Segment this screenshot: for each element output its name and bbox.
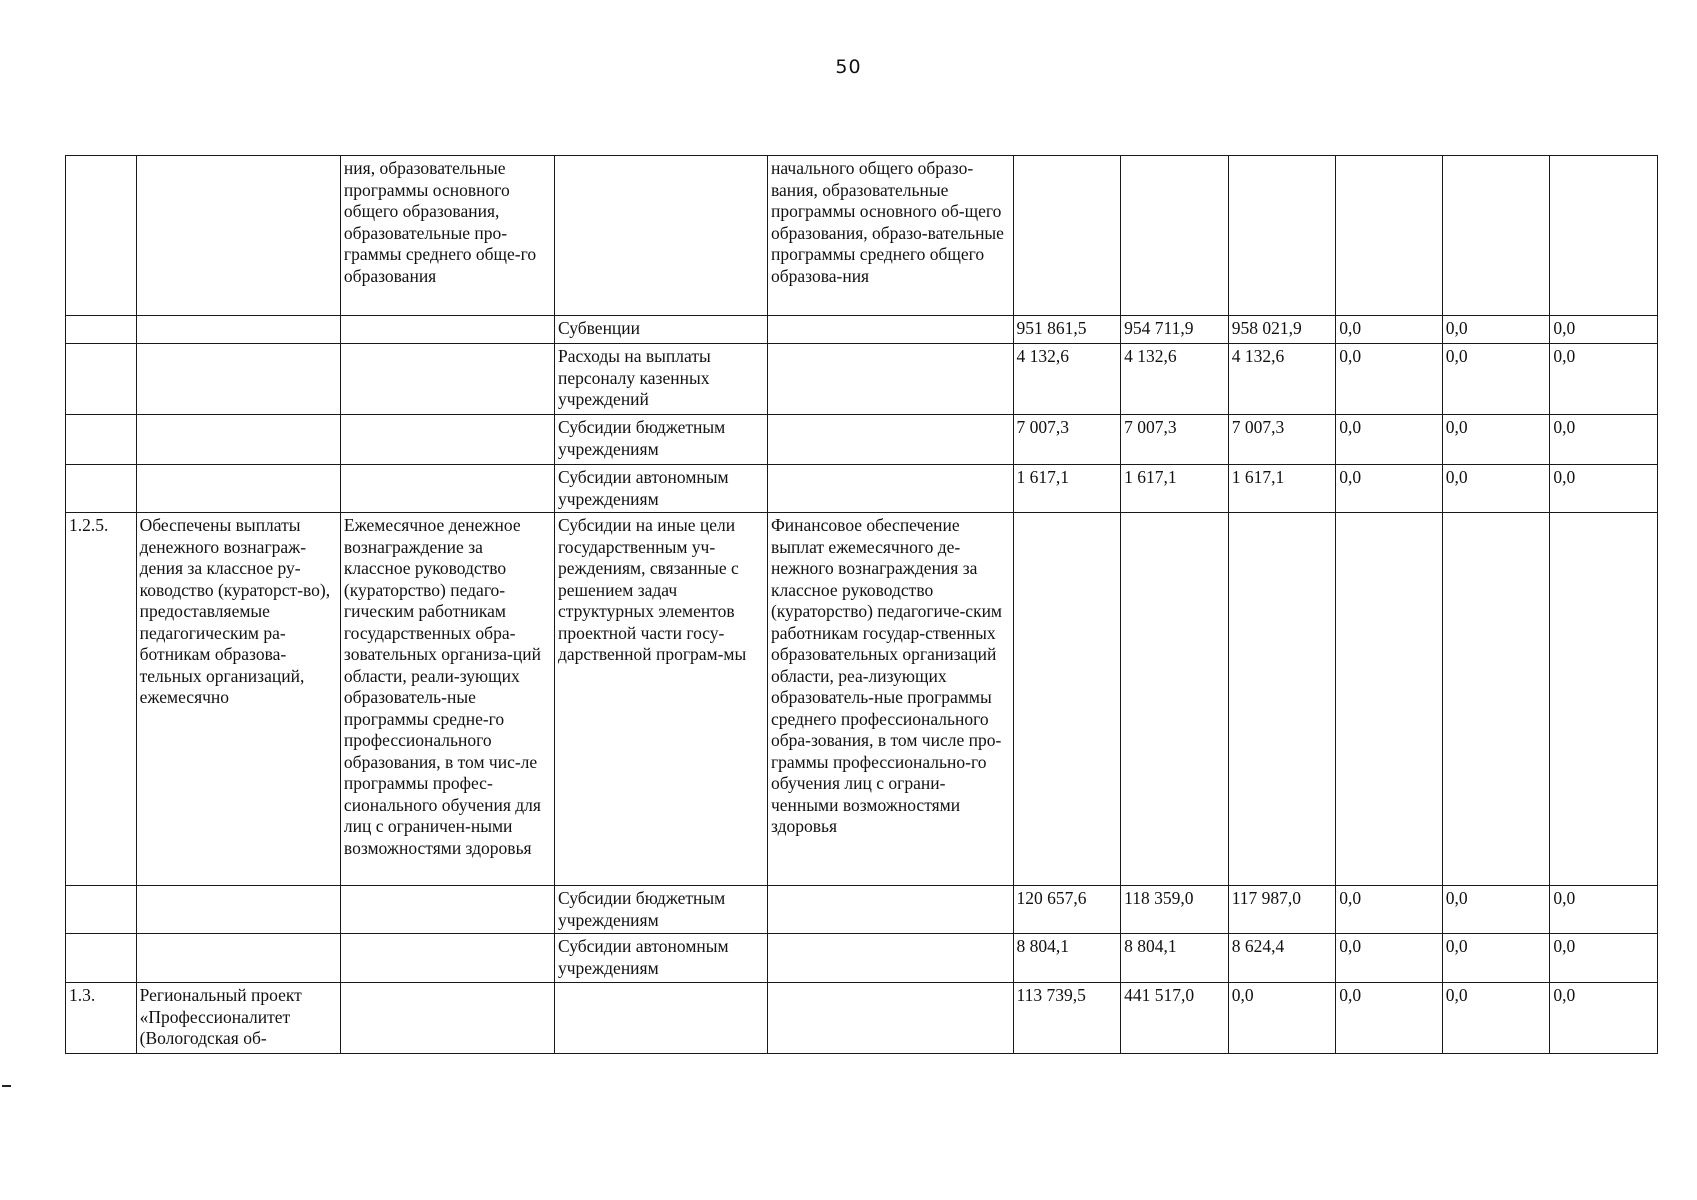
value-2025-cell: 4 132,6 [1013, 344, 1121, 415]
table-row [66, 886, 1658, 934]
direction-cell [767, 934, 1013, 983]
value-2026-cell: 1 617,1 [1121, 465, 1229, 513]
value-2026-cell: 118 359,0 [1121, 886, 1229, 934]
value-2029-cell: 0,0 [1442, 983, 1550, 1054]
direction-cell [767, 983, 1013, 1054]
measure-cell [340, 316, 554, 344]
direction-cell [767, 465, 1013, 513]
row-number-cell [66, 934, 137, 983]
value-2027-cell [1228, 513, 1336, 886]
value-2027-cell: 4 132,6 [1228, 344, 1336, 415]
measure-cell [340, 934, 554, 983]
value-2028-cell: 0,0 [1336, 344, 1442, 415]
value-2026-cell: 441 517,0 [1121, 983, 1229, 1054]
value-2025-cell [1013, 513, 1121, 886]
measure-cell [340, 344, 554, 415]
value-2030-cell: 0,0 [1550, 983, 1658, 1054]
value-2028-cell: 0,0 [1336, 316, 1442, 344]
table-body [66, 156, 1658, 1054]
value-2026-cell [1121, 513, 1229, 886]
result-name-cell [136, 344, 340, 415]
table-row [66, 513, 1658, 886]
measure-cell: Ежемесячное денежное вознаграждение за классное руководство (кураторство) педаго-гическим работникам государственных обра-зовательных организа-ций области, реали-зующих образователь-ные программы средне-го профессионального образования, в том чис-ле программы профес-сионального обучения для лиц с ограничен-ными возможностями здоровья [340, 513, 554, 886]
result-name-cell [136, 934, 340, 983]
row-number-cell [66, 156, 137, 316]
value-2027-cell: 0,0 [1228, 983, 1336, 1054]
value-2025-cell: 951 861,5 [1013, 316, 1121, 344]
expense-type-cell: Субсидии автономным учреждениям [554, 934, 767, 983]
measure-cell [340, 465, 554, 513]
row-number-cell: 1.3. [66, 983, 137, 1054]
table-row [66, 983, 1658, 1054]
measure-cell: ния, образовательные программы основного общего образования, образовательные про-граммы среднего обще-го образования [340, 156, 554, 316]
value-2030-cell: 0,0 [1550, 415, 1658, 465]
direction-cell: Финансовое обеспечение выплат ежемесячного де-нежного вознаграждения за классное руководство (кураторство) педагогиче-ским работникам государ-ственных образовательных организаций области, реа-лизующих образователь-ные программы среднего профессионального обра-зования, в том числе про-граммы профессионально-го обучения лиц с ограни-ченными возможностями здоровья [767, 513, 1013, 886]
value-2025-cell [1013, 156, 1121, 316]
value-2026-cell: 954 711,9 [1121, 316, 1229, 344]
value-2026-cell: 8 804,1 [1121, 934, 1229, 983]
expense-type-cell: Субсидии бюджетным учреждениям [554, 415, 767, 465]
table-row [66, 465, 1658, 513]
value-2028-cell: 0,0 [1336, 465, 1442, 513]
value-2028-cell [1336, 513, 1442, 886]
expense-type-cell: Субвенции [554, 316, 767, 344]
direction-cell [767, 886, 1013, 934]
value-2027-cell: 117 987,0 [1228, 886, 1336, 934]
table-row [66, 316, 1658, 344]
value-2026-cell: 7 007,3 [1121, 415, 1229, 465]
row-number-cell [66, 344, 137, 415]
value-2026-cell: 4 132,6 [1121, 344, 1229, 415]
value-2025-cell: 8 804,1 [1013, 934, 1121, 983]
expense-type-cell: Расходы на выплаты персоналу казенных учреждений [554, 344, 767, 415]
table-row [66, 156, 1658, 316]
page-number: 50 [835, 56, 862, 78]
value-2030-cell [1550, 513, 1658, 886]
row-number-cell [66, 465, 137, 513]
direction-cell [767, 316, 1013, 344]
value-2029-cell: 0,0 [1442, 886, 1550, 934]
value-2029-cell: 0,0 [1442, 934, 1550, 983]
value-2027-cell: 1 617,1 [1228, 465, 1336, 513]
value-2027-cell: 8 624,4 [1228, 934, 1336, 983]
measure-cell [340, 415, 554, 465]
value-2029-cell: 0,0 [1442, 415, 1550, 465]
budget-table [65, 155, 1658, 1054]
value-2025-cell: 113 739,5 [1013, 983, 1121, 1054]
value-2025-cell: 1 617,1 [1013, 465, 1121, 513]
value-2030-cell: 0,0 [1550, 934, 1658, 983]
row-number-cell [66, 886, 137, 934]
result-name-cell [136, 886, 340, 934]
value-2029-cell: 0,0 [1442, 316, 1550, 344]
expense-type-cell [554, 983, 767, 1054]
margin-mark [2, 1085, 11, 1087]
result-name-cell [136, 156, 340, 316]
expense-type-cell: Субсидии автономным учреждениям [554, 465, 767, 513]
value-2029-cell: 0,0 [1442, 465, 1550, 513]
direction-cell [767, 415, 1013, 465]
result-name-cell: Обеспечены выплаты денежного вознаграж-дения за классное ру-ководство (кураторст-во), предоставляемые педагогическим ра-ботникам образова-тельных организаций, ежемесячно [136, 513, 340, 886]
value-2025-cell: 120 657,6 [1013, 886, 1121, 934]
value-2025-cell: 7 007,3 [1013, 415, 1121, 465]
expense-type-cell: Субсидии бюджетным учреждениям [554, 886, 767, 934]
measure-cell [340, 983, 554, 1054]
result-name-cell [136, 415, 340, 465]
measure-cell [340, 886, 554, 934]
direction-cell [767, 344, 1013, 415]
row-number-cell [66, 415, 137, 465]
row-number-cell [66, 316, 137, 344]
value-2027-cell: 958 021,9 [1228, 316, 1336, 344]
result-name-cell [136, 316, 340, 344]
expense-type-cell [554, 156, 767, 316]
direction-cell: начального общего образо-вания, образовательные программы основного об-щего образования, образо-вательные программы среднего общего образова-ния [767, 156, 1013, 316]
value-2030-cell [1550, 156, 1658, 316]
value-2029-cell: 0,0 [1442, 344, 1550, 415]
value-2027-cell: 7 007,3 [1228, 415, 1336, 465]
value-2030-cell: 0,0 [1550, 316, 1658, 344]
value-2029-cell [1442, 513, 1550, 886]
result-name-cell: Региональный проект «Профессионалитет (Вологодская об- [136, 983, 340, 1054]
table-row [66, 934, 1658, 983]
value-2030-cell: 0,0 [1550, 465, 1658, 513]
value-2028-cell: 0,0 [1336, 983, 1442, 1054]
value-2028-cell: 0,0 [1336, 886, 1442, 934]
value-2028-cell [1336, 156, 1442, 316]
value-2030-cell: 0,0 [1550, 886, 1658, 934]
value-2030-cell: 0,0 [1550, 344, 1658, 415]
expense-type-cell: Субсидии на иные цели государственным уч-реждениям, связанные с решением задач структурных элементов проектной части госу-дарственной програм-мы [554, 513, 767, 886]
value-2026-cell [1121, 156, 1229, 316]
value-2027-cell [1228, 156, 1336, 316]
result-name-cell [136, 465, 340, 513]
value-2028-cell: 0,0 [1336, 934, 1442, 983]
value-2028-cell: 0,0 [1336, 415, 1442, 465]
table-row [66, 344, 1658, 415]
table-row [66, 415, 1658, 465]
row-number-cell: 1.2.5. [66, 513, 137, 886]
value-2029-cell [1442, 156, 1550, 316]
